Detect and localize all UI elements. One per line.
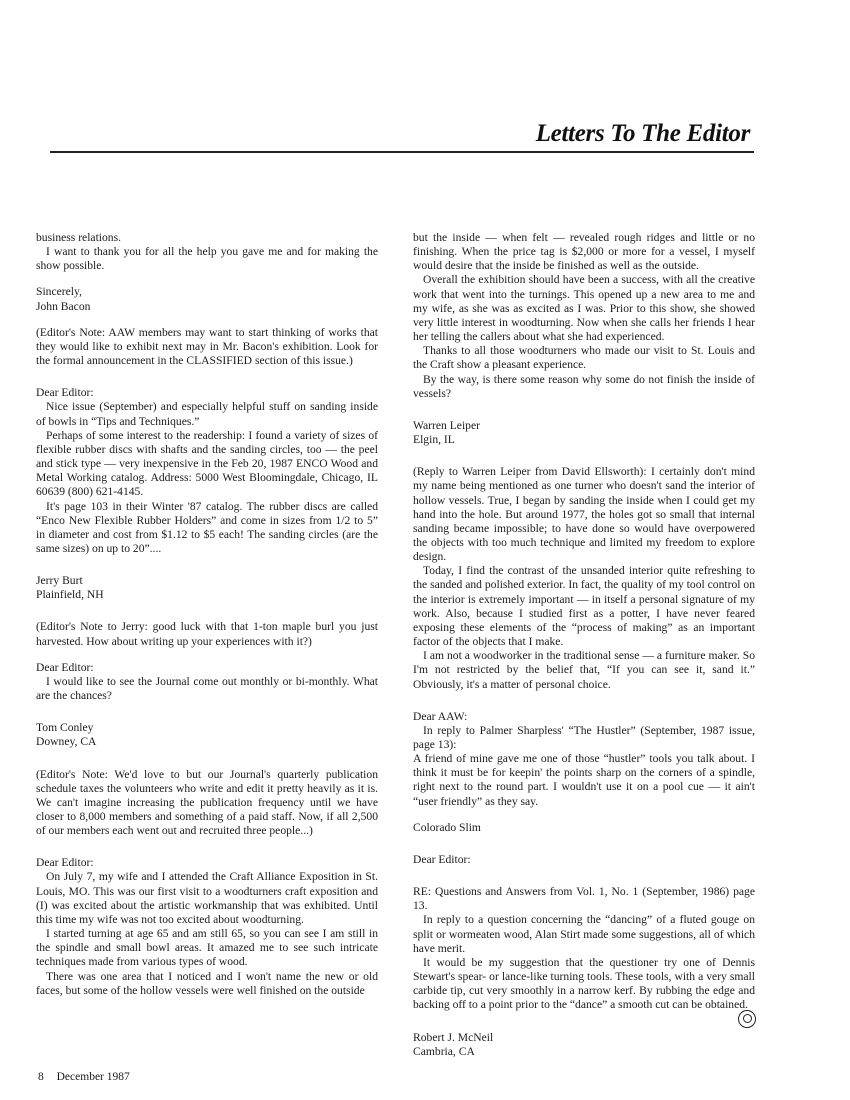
right-column-paragraph: I am not a woodworker in the traditional sense — a furniture maker. So I'm not restricted by the belief that, “If you can see it, sand it.” Obviously, it's a matter of personal choice. xyxy=(413,649,755,691)
left-column-paragraph: I started turning at age 65 and am still 65, so you can see I am still in the spindle and small bowl areas. It amazed me to see such intricate techniques made from various types of wood. xyxy=(36,927,378,969)
right-column-paragraph: In reply to a question concerning the “dancing” of a fluted gouge on split or wormeaten wood, Alan Stirt made some suggestions, all of which have merit. xyxy=(413,913,755,955)
left-column-paragraph: Dear Editor: xyxy=(36,386,94,400)
right-column-paragraph: Warren Leiper xyxy=(413,418,480,432)
left-column-paragraph: Dear Editor: xyxy=(36,856,94,870)
right-column-paragraph: RE: Questions and Answers from Vol. 1, No. 1 (September, 1986) page 13. xyxy=(413,885,755,913)
left-column-paragraph: (Editor's Note: We'd love to but our Journal's quarterly publication schedule taxes the volunteers who write and edit it pretty heavily as it is. We can't imagine increasing the publication frequency until we have closer to 8,000 members and something of a paid staff. Now, if all 2,500 of our members each went out and recruited three people...) xyxy=(36,767,378,838)
right-column-paragraph: In reply to Palmer Sharpless' “The Hustler” (September, 1987 issue, page 13): xyxy=(413,723,755,751)
left-column-paragraph: There was one area that I noticed and I won't name the new or old faces, but some of the hollow vessels were well finished on the outside xyxy=(36,969,378,997)
right-column-paragraph: Robert J. McNeil xyxy=(413,1030,494,1044)
left-column-paragraph: Nice issue (September) and especially helpful stuff on sanding inside of bowls in “Tips and Techniques.” xyxy=(36,400,378,428)
right-column-paragraph: but the inside — when felt — revealed rough ridges and little or no finishing. When the price tag is $2,000 or more for a vessel, I myself would desire that the inside be finished as well as the outside. xyxy=(413,231,755,273)
page-title: Letters To The Editor xyxy=(535,120,750,147)
left-column-paragraph: I want to thank you for all the help you gave me and for making the show possible. xyxy=(36,245,378,273)
left-column-paragraph: Tom Conley xyxy=(36,721,94,735)
left-column-paragraph: John Bacon xyxy=(36,299,91,313)
right-column-paragraph: Today, I find the contrast of the unsanded interior quite refreshing to the sanded and polished exterior. In fact, the quality of my tool control on the interior is extremely important — in itself a personal signature of my work. Also, because I studied first as a potter, I have never feared exposing these elements of the “process of making” as an important factor of the objects that I make. xyxy=(413,564,755,649)
left-column-paragraph: Sincerely, xyxy=(36,285,82,299)
right-column-paragraph: Thanks to all those woodturners who made our visit to St. Louis and the Craft show a pleasant experience. xyxy=(413,344,755,372)
left-column-paragraph: I would like to see the Journal come out monthly or bi-monthly. What are the chances? xyxy=(36,674,378,703)
right-column-paragraph: It would be my suggestion that the questioner try one of Dennis Stewart's spear- or lance-like turning tools. These tools, with a very small carbide tip, cut very smoothly in a narrow kerf. By rubbing the edge and backing off to a point prior to the “dance” a smooth cut can be obtained. xyxy=(413,955,755,1012)
right-column-paragraph: (Reply to Warren Leiper from David Ellsworth): I certainly don't mind my name being mentioned as one turner who doesn't sand the interior of hollow vessels. True, I began by sanding the inside when I could get my hand into the hole. But around 1977, the holes got so small that internal sanding became impossible; to have done so would have overpowered the objects with too much technique and limited my freedom to explore design. xyxy=(413,465,755,564)
left-column-paragraph: Perhaps of some interest to the readership: I found a variety of sizes of flexible rubber discs with shafts and the sanding circles, too — the peel and stick type — very inexpensive in the Feb 20, 1987 ENCO Wood and Metal Working catalog. Address: 5000 West Bloomingdale, Chicago, IL 60639 (800) 621-4145. xyxy=(36,428,378,499)
right-column-paragraph: A friend of mine gave me one of those “hustler” tools you talk about. I think it must be for keepin' the points sharp on the corners of a spindle, right next to the round part. I wouldn't use it on a pool cue — it ain't “user friendly” as they say. xyxy=(413,752,755,808)
page-footer xyxy=(38,1071,130,1083)
left-column-paragraph: It's page 103 in their Winter '87 catalog. The rubber discs are called “Enco New Flexible Rubber Holders” and come in sizes from 1/2 to 5” in diameter and cost from $1.12 to $5 each! The sanding circles (are the same sizes) on up to 20”.... xyxy=(36,499,378,555)
right-column-paragraph: Colorado Slim xyxy=(413,820,481,834)
left-column-paragraph: business relations. xyxy=(36,231,122,244)
right-column-paragraph: By the way, is there some reason why some do not finish the inside of vessels? xyxy=(413,372,755,400)
header-rule xyxy=(50,151,754,153)
left-column-paragraph: (Editor's Note to Jerry: good luck with that 1-ton maple burl you just harvested. How about writing up your experiences with it?) xyxy=(36,620,378,648)
left-column-paragraph: On July 7, my wife and I attended the Craft Alliance Exposition in St. Louis, MO. This was our first visit to a woodturners craft exposition and (I) was excited about the artistic workmanship that was exhibited. Until this time my wife was not too excited about woodturning. xyxy=(36,870,378,926)
left-column xyxy=(36,231,378,998)
aaw-logo-icon xyxy=(738,1010,756,1028)
right-column-paragraph: Dear AAW: xyxy=(413,709,468,723)
left-column-paragraph: (Editor's Note: AAW members may want to start thinking of works that they would like to exhibit next may in Mr. Bacon's exhibition. Look for the formal announcement in the CLASSIFIED section of this issue.) xyxy=(36,325,378,368)
right-column-paragraph: Cambria, CA xyxy=(413,1044,475,1058)
right-column xyxy=(413,231,755,1059)
left-column-paragraph: Downey, CA xyxy=(36,735,97,749)
left-column-paragraph: Plainfield, NH xyxy=(36,588,104,602)
left-column-paragraph: Jerry Burt xyxy=(36,574,83,588)
right-column-paragraph: Overall the exhibition should have been a success, with all the creative work that went into the turnings. This opened up a new area to me and my wife, as she was as excited as I was. Prior to this show, she showed very little interest in woodturning. Now when she calls her friends I hear her telling the callers about what she had experienced. xyxy=(413,273,755,344)
left-column-paragraph: Dear Editor: xyxy=(36,660,94,674)
page-number: 8 xyxy=(38,1071,44,1083)
right-column-paragraph: Dear Editor: xyxy=(413,852,471,866)
right-column-paragraph: Elgin, IL xyxy=(413,433,455,447)
issue-date: December 1987 xyxy=(56,1071,130,1083)
